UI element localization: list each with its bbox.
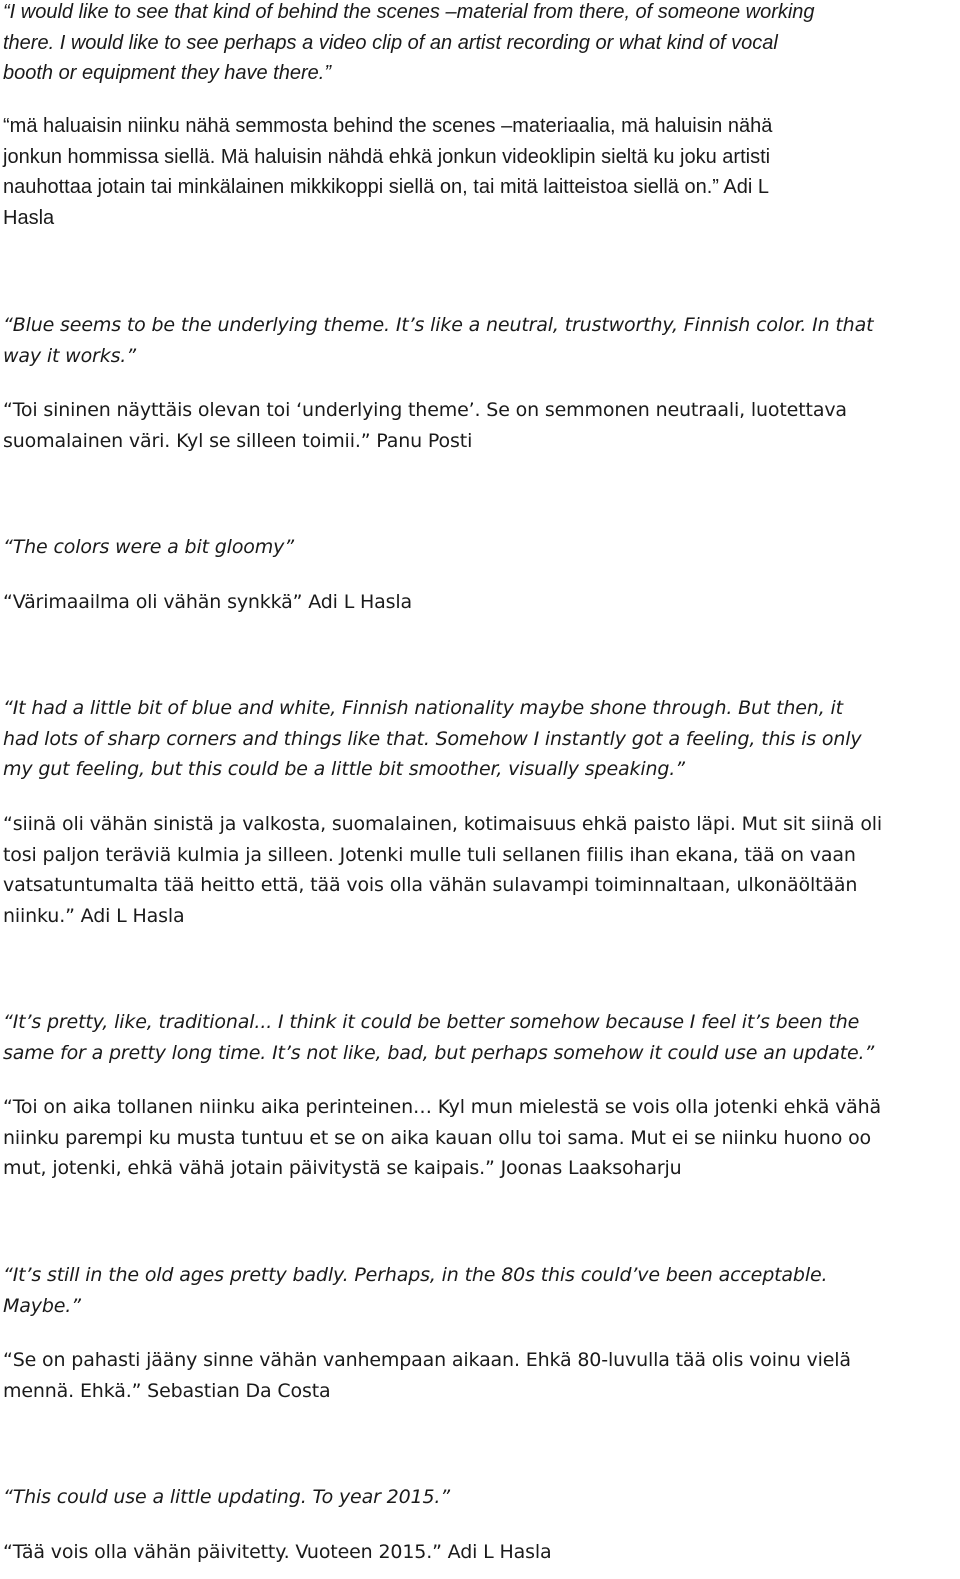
quote-1-english <box>3 0 957 89</box>
quote-7-finnish <box>3 1537 957 1568</box>
quote-4-english <box>3 693 957 785</box>
text-line: tosi paljon teräviä kulmia ja silleen. Jotenki mulle tuli sellanen fiilis ihan ekana, tää on vaan <box>3 843 856 866</box>
text-line: way it works.” <box>3 344 136 367</box>
quote-3-finnish <box>3 587 957 618</box>
text-line: “The colors were a bit gloomy” <box>3 536 294 558</box>
text-line: “I would like to see that kind of behind the scenes –material from there, of someone working <box>3 1 815 23</box>
quote-6-finnish <box>3 1345 957 1406</box>
text-line: had lots of sharp corners and things like that. Somehow I instantly got a feeling, this is only <box>3 727 862 750</box>
quote-5-finnish <box>3 1092 957 1184</box>
text-line: same for a pretty long time. It’s not like, bad, but perhaps somehow it could use an update.” <box>3 1041 875 1064</box>
quote-3-english <box>3 532 957 563</box>
quote-2-english <box>3 310 957 371</box>
quote-4-finnish <box>3 809 957 931</box>
text-line: suomalainen väri. Kyl se silleen toimii.” Panu Posti <box>3 429 473 452</box>
text-line: Hasla <box>3 206 55 229</box>
text-line: “It’s pretty, like, traditional... I think it could be better somehow because I feel it’s been the <box>3 1011 860 1033</box>
text-line: niinku parempi ku musta tuntuu et se on aika kauan ollu toi sama. Mut ei se niinku huono oo <box>3 1126 872 1149</box>
text-line: “It’s still in the old ages pretty badly. Perhaps, in the 80s this could’ve been acceptable. <box>3 1264 828 1286</box>
quote-6-english <box>3 1260 957 1321</box>
text-line: mut, jotenki, ehkä vähä jotain päivitystä se kaipais.” Joonas Laaksoharju <box>3 1157 682 1180</box>
text-line: “Tää vois olla vähän päivitetty. Vuoteen 2015.” Adi L Hasla <box>3 1541 552 1563</box>
text-line: “Toi sininen näyttäis olevan toi ‘underlying theme’. Se on semmonen neutraali, luotettava <box>3 399 847 421</box>
text-line: Maybe.” <box>3 1294 81 1317</box>
quote-7-english <box>3 1482 957 1513</box>
text-line: “Se on pahasti jääny sinne vähän vanhempaan aikaan. Ehkä 80-luvulla tää olis voinu vielä <box>3 1349 851 1371</box>
text-line: “This could use a little updating. To year 2015.” <box>3 1486 450 1508</box>
text-line: “Toi on aika tollanen niinku aika perinteinen… Kyl mun mielestä se vois olla jotenki ehkä vähä <box>3 1096 882 1118</box>
quote-5-english <box>3 1007 957 1068</box>
text-line: booth or equipment they have there.” <box>3 62 331 85</box>
text-line: niinku.” Adi L Hasla <box>3 904 185 927</box>
text-line: vatsatuntumalta tää heitto että, tää vois olla vähän sulavampi toiminnaltaan, ulkonäöltään <box>3 874 858 897</box>
quote-1-finnish <box>3 111 957 233</box>
text-line: jonkun hommissa siellä. Mä haluisin nähdä ehkä jonkun videoklipin sieltä ku joku artisti <box>3 145 771 168</box>
quote-2-finnish <box>3 395 957 456</box>
text-line: “Blue seems to be the underlying theme. It’s like a neutral, trustworthy, Finnish color. In that <box>3 314 874 336</box>
text-line: “Värimaailma oli vähän synkkä” Adi L Hasla <box>3 591 413 613</box>
text-line: “mä haluaisin niinku nähä semmosta behind the scenes –materiaalia, mä haluisin nähä <box>3 115 773 137</box>
text-line: mennä. Ehkä.” Sebastian Da Costa <box>3 1379 331 1402</box>
text-line: there. I would like to see perhaps a video clip of an artist recording or what kind of vocal <box>3 31 778 54</box>
text-line: “siinä oli vähän sinistä ja valkosta, suomalainen, kotimaisuus ehkä paisto läpi. Mut sit siinä oli <box>3 813 883 835</box>
text-line: my gut feeling, but this could be a little bit smoother, visually speaking.” <box>3 758 685 781</box>
text-line: nauhottaa jotain tai minkälainen mikkikoppi siellä on, tai mitä laitteistoa siellä on.” Adi L <box>3 176 769 199</box>
text-line: “It had a little bit of blue and white, Finnish nationality maybe shone through. But then, it <box>3 697 843 719</box>
